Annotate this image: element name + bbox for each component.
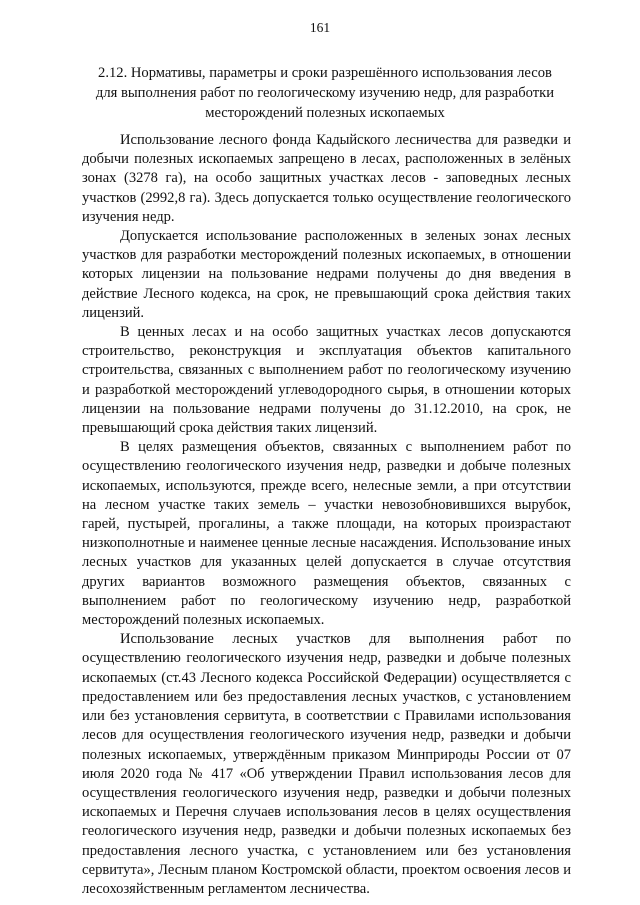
section-heading [80,63,570,123]
body-paragraph: В ценных лесах и на особо защитных участках лесов допускаются строительство, реконструкция и эксплуатация объектов капитального строительства, связанных с выполнением работ по геологическому изучению и разработкой месторождений углеводородного сырья, в отношении которых лицензии на пользование недрами получены до 31.12.2010, на срок, не превышающий срока действия таких лицензий. [82,324,571,437]
body-paragraph: Использование лесного фонда Кадыйского лесничества для разведки и добычи полезных ископаемых запрещено в лесах, расположенных в зелёных зонах (3278 га), на особо защитных участках лесов - заповедных лесных участков (2992,8 га). Здесь допускается только осуществление геологического изучения недр. [82,132,571,225]
body-paragraph: Допускается использование расположенных в зеленых зонах лесных участков для разработки месторождений полезных ископаемых, в отношении которых лицензии на пользование недрами получены до дня введения в действие Лесного кодекса, на срок, не превышающий срока действия таких лицензий. [82,228,571,321]
section-heading-line: для выполнения работ по геологическому изучению недр, для разработки [95,85,555,101]
page-number: 161 [309,20,331,35]
body-paragraph: В целях размещения объектов, связанных с выполнением работ по осуществлению геологического изучения недр, разведки и добыче полезных ископаемых, используются, прежде всего, нелесные земли, а при отсутствии на лесном участке таких земель – участки невозобновившихся вырубок, гарей, пустырей, прогалины, а также площади, на которых произрастают низкополнотные и наименее ценные лесные насаждения. Использование иных лесных участков для указанных целей допускается в случае отсутствия других вариантов возможного размещения объектов, связанных с выполнением работ по геологическому изучению недр, разработкой месторождений полезных ископаемых. [82,439,571,629]
document-body [82,131,571,899]
body-paragraph: Использование лесных участков для выполнения работ по осуществлению геологического изучения недр, разведки и добыче полезных ископаемых (ст.43 Лесного кодекса Российской Федерации) осуществляется с предоставлением или без предоставления лесных участков, с установлением или без установления сервитута, в соответствии с Правилами использования лесов для осуществления геологического изучения недр, разведки и добычи полезных ископаемых, утверждённым приказом Минприроды России от 07 июля 2020 года № 417 «Об утверждении Правил использования лесов для осуществления геологического изучения недр, разведки и добычи полезных ископаемых и Перечня случаев использования лесов в целях осуществления геологического изучения недр, разведки и добычи полезных ископаемых без предоставления лесного участка, с установлением или без установления сервитута», Лесным планом Костромской области, проектом освоения лесов и лесохозяйственным регламентом лесничества. [82,631,571,897]
section-heading-line: месторождений полезных ископаемых [205,105,445,121]
section-heading-line: 2.12. Нормативы, параметры и сроки разрешённого использования лесов [98,65,552,81]
